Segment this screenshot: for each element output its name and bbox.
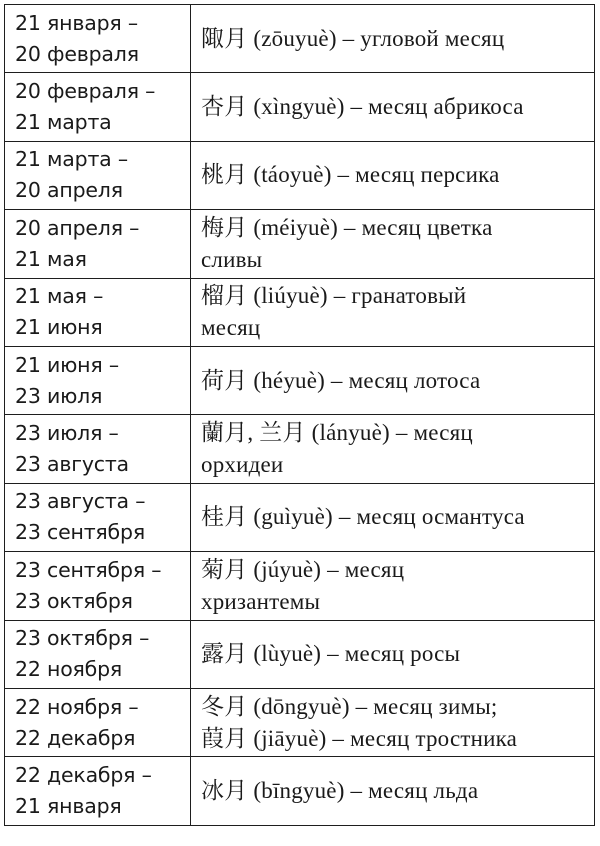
month-name-line: 露月 (lùyuè) – месяц росы bbox=[201, 641, 461, 667]
date-range-cell bbox=[5, 688, 191, 756]
month-name-cell bbox=[191, 346, 595, 414]
month-name-cell bbox=[191, 210, 595, 278]
table-row bbox=[5, 552, 595, 620]
month-name-cell bbox=[191, 552, 595, 620]
month-name-cell bbox=[191, 5, 595, 73]
table-row bbox=[5, 688, 595, 756]
date-range-cell bbox=[5, 620, 191, 688]
date-to: 22 декабря bbox=[15, 725, 136, 750]
date-to: 23 сентября bbox=[15, 520, 145, 545]
date-range-cell bbox=[5, 552, 191, 620]
date-range-cell bbox=[5, 5, 191, 73]
month-name-cell bbox=[191, 620, 595, 688]
month-name-line: хризантемы bbox=[201, 588, 321, 614]
table-row bbox=[5, 73, 595, 141]
date-range-cell bbox=[5, 141, 191, 209]
date-from: 23 сентября – bbox=[15, 557, 162, 582]
month-name-cell bbox=[191, 688, 595, 756]
date-to: 21 января bbox=[15, 793, 122, 818]
table-row bbox=[5, 483, 595, 551]
date-range-cell bbox=[5, 757, 191, 825]
date-to: 20 февраля bbox=[15, 41, 139, 66]
month-name-cell bbox=[191, 278, 595, 346]
table-row bbox=[5, 278, 595, 346]
date-range-cell bbox=[5, 415, 191, 483]
month-name-line: 杏月 (xìngyuè) – месяц абрикоса bbox=[201, 94, 524, 120]
table-row bbox=[5, 757, 595, 825]
table-row bbox=[5, 415, 595, 483]
date-to: 21 мая bbox=[15, 246, 87, 271]
month-name-line: 冰月 (bīngyuè) – месяц льда bbox=[201, 777, 479, 803]
date-from: 20 апреля – bbox=[15, 215, 140, 240]
month-name-line: 榴月 (liúyuè) – гранатовый bbox=[201, 283, 467, 309]
date-from: 23 октября – bbox=[15, 626, 150, 651]
date-from: 21 января – bbox=[15, 10, 138, 35]
month-name-cell bbox=[191, 141, 595, 209]
month-name-line: сливы bbox=[201, 246, 263, 272]
month-name-line: орхидеи bbox=[201, 452, 284, 478]
month-name-cell bbox=[191, 73, 595, 141]
table-row bbox=[5, 141, 595, 209]
date-to: 23 августа bbox=[15, 452, 129, 477]
date-range-cell bbox=[5, 483, 191, 551]
month-name-line: 蘭月, 兰月 (lányuè) – месяц bbox=[201, 420, 473, 446]
date-to: 21 июня bbox=[15, 315, 103, 340]
date-range-cell bbox=[5, 210, 191, 278]
date-from: 23 августа – bbox=[15, 489, 146, 514]
month-name-line: 梅月 (méiyuè) – месяц цветка bbox=[201, 214, 493, 240]
date-from: 22 ноября – bbox=[15, 694, 139, 719]
table-row bbox=[5, 210, 595, 278]
month-name-line: 葭月 (jiāyuè) – месяц тростника bbox=[201, 725, 518, 751]
month-name-cell bbox=[191, 483, 595, 551]
month-name-line: 冬月 (dōngyuè) – месяц зимы; bbox=[201, 693, 498, 719]
months-table bbox=[4, 4, 595, 826]
month-name-line: 桃月 (táoyuè) – месяц персика bbox=[201, 162, 500, 188]
month-name-cell bbox=[191, 757, 595, 825]
month-name-line: 桂月 (guìyuè) – месяц османтуса bbox=[201, 504, 525, 530]
month-name-line: 陬月 (zōuyuè) – угловой месяц bbox=[201, 25, 505, 51]
month-name-line: 菊月 (júyuè) – месяц bbox=[201, 556, 405, 582]
date-to: 22 ноября bbox=[15, 657, 123, 682]
date-range-cell bbox=[5, 346, 191, 414]
month-name-line: месяц bbox=[201, 315, 261, 341]
date-range-cell bbox=[5, 278, 191, 346]
date-from: 21 мая – bbox=[15, 284, 104, 309]
date-to: 21 марта bbox=[15, 110, 112, 135]
table-row bbox=[5, 5, 595, 73]
date-from: 23 июля – bbox=[15, 421, 119, 446]
date-from: 20 февраля – bbox=[15, 79, 156, 104]
table-row bbox=[5, 620, 595, 688]
date-range-cell bbox=[5, 73, 191, 141]
date-to: 20 апреля bbox=[15, 178, 123, 203]
date-from: 21 марта – bbox=[15, 147, 128, 172]
date-from: 22 декабря – bbox=[15, 762, 152, 787]
month-name-cell bbox=[191, 415, 595, 483]
date-to: 23 октября bbox=[15, 588, 133, 613]
months-table-body bbox=[5, 5, 595, 826]
table-row bbox=[5, 346, 595, 414]
month-name-line: 荷月 (héyuè) – месяц лотоса bbox=[201, 367, 481, 393]
date-from: 21 июня – bbox=[15, 352, 119, 377]
date-to: 23 июля bbox=[15, 383, 103, 408]
